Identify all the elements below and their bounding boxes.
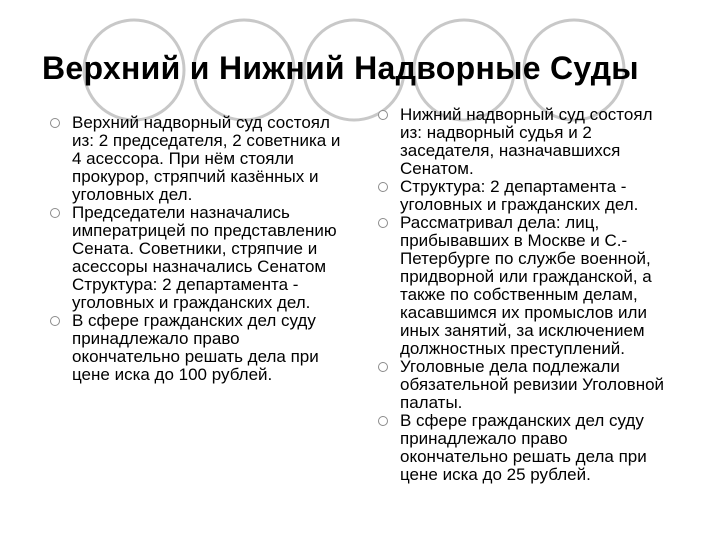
list-item-text: В сфере гражданских дел суду принадлежало право окончательно решать дела при цене иска до 100 рублей. — [72, 311, 319, 384]
list-item — [378, 358, 678, 412]
list-item-text: Структура: 2 департамента - уголовных и гражданских дел. — [400, 177, 639, 214]
bullet-icon — [50, 118, 60, 128]
right-column-list — [378, 106, 678, 484]
list-item — [378, 214, 678, 358]
list-item — [378, 412, 678, 484]
list-item — [50, 312, 350, 384]
list-item-text: Рассматривал дела: лиц, прибывавших в Москве и С.-Петербурге по службе военной, придворной или гражданской, а также по собственным делам, касавшимся их промыслов или иных занятий, за исключением должностных преступлений. — [400, 213, 652, 358]
list-item — [378, 178, 678, 214]
bullet-icon — [378, 362, 388, 372]
bullet-icon — [50, 208, 60, 218]
bullet-icon — [378, 218, 388, 228]
slide-title: Верхний и Нижний Надворные Суды — [42, 50, 639, 86]
bullet-icon — [50, 316, 60, 326]
left-column-list — [50, 114, 350, 384]
bullet-icon — [378, 416, 388, 426]
list-item-text: Председатели назначались императрицей по представлению Сената. Советники, стряпчие и асессоры назначались Сенатом Структура: 2 департамента - уголовных и гражданских дел. — [72, 203, 337, 312]
list-item-text: Верхний надворный суд состоял из: 2 председателя, 2 советника и 4 асессора. При нём стояли прокурор, стряпчий казённых и уголовных дел. — [72, 113, 341, 204]
list-item-text: В сфере гражданских дел суду принадлежало право окончательно решать дела при цене иска до 25 рублей. — [400, 411, 647, 484]
list-item-text: Нижний надворный суд состоял из: надворный судья и 2 заседателя, назначавшихся Сенатом. — [400, 105, 653, 178]
bullet-icon — [378, 182, 388, 192]
list-item — [50, 114, 350, 204]
bullet-icon — [378, 110, 388, 120]
list-item-text: Уголовные дела подлежали обязательной ревизии Уголовной палаты. — [400, 357, 665, 412]
list-item — [378, 106, 678, 178]
list-item — [50, 204, 350, 312]
